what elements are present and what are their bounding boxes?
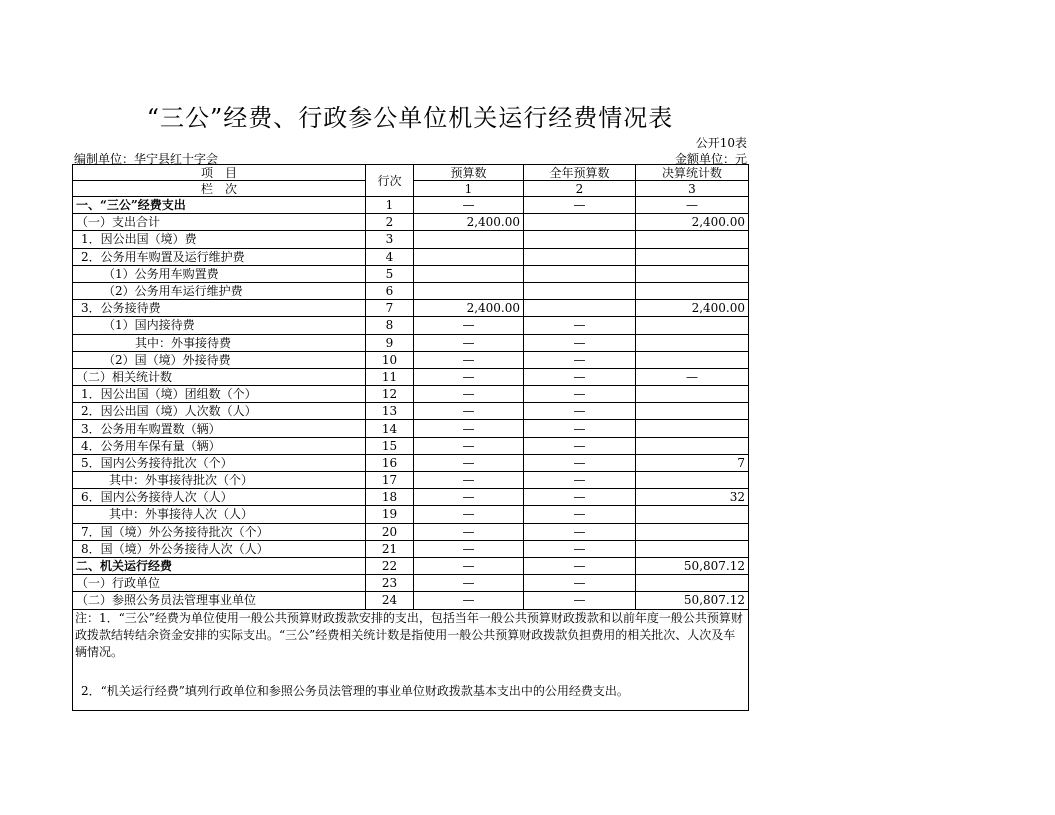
row-number: 8 (366, 317, 414, 334)
table-row (73, 523, 749, 540)
row-number: 12 (366, 386, 414, 403)
row-final (636, 523, 749, 540)
table-row (73, 540, 749, 557)
row-item: 2．公务用车购置及运行维护费 (73, 248, 366, 265)
row-item: 其中：外事接待人次（人） (73, 506, 366, 523)
row-budget: — (414, 437, 524, 454)
table-row (73, 248, 749, 265)
row-number: 16 (366, 454, 414, 471)
header-final: 决算统计数 (636, 165, 749, 181)
row-number: 24 (366, 592, 414, 609)
row-number: 7 (366, 300, 414, 317)
row-final (636, 231, 749, 248)
table-row (73, 214, 749, 231)
row-final (636, 437, 749, 454)
row-item: （一）行政单位 (73, 575, 366, 592)
row-full-year: — (524, 506, 636, 523)
row-full-year: — (524, 557, 636, 574)
row-item: 5．国内公务接待批次（个） (73, 454, 366, 471)
row-number: 1 (366, 197, 414, 214)
row-item: （一）支出合计 (73, 214, 366, 231)
table-row (73, 454, 749, 471)
row-budget (414, 231, 524, 248)
row-final (636, 248, 749, 265)
row-final (636, 317, 749, 334)
note-2: 2．“机关运行经费”填列行政单位和参照公务员法管理的事业单位财政拨款基本支出中的公用经费支出。 (81, 683, 629, 698)
row-full-year (524, 265, 636, 282)
row-final (636, 575, 749, 592)
row-number: 10 (366, 351, 414, 368)
row-number: 4 (366, 248, 414, 265)
row-budget: — (414, 592, 524, 609)
row-full-year: — (524, 540, 636, 557)
row-full-year: — (524, 472, 636, 489)
header-n1: 1 (414, 181, 524, 197)
row-item: （二）参照公务员法管理事业单位 (73, 592, 366, 609)
header-column: 栏 次 (73, 181, 366, 197)
row-item: 2．因公出国（境）人次数（人） (73, 403, 366, 420)
table-row (73, 300, 749, 317)
row-item: （1）公务用车购置费 (73, 265, 366, 282)
row-budget: — (414, 557, 524, 574)
row-number: 15 (366, 437, 414, 454)
row-number: 19 (366, 506, 414, 523)
row-full-year: — (524, 351, 636, 368)
row-number: 20 (366, 523, 414, 540)
row-budget: — (414, 472, 524, 489)
row-budget: 2,400.00 (414, 214, 524, 231)
row-budget: — (414, 454, 524, 471)
row-budget: 2,400.00 (414, 300, 524, 317)
row-budget: — (414, 540, 524, 557)
amount-unit: 金额单位：元 (674, 152, 747, 166)
row-item: 一、“三公”经费支出 (73, 197, 366, 214)
table-row (73, 282, 749, 299)
row-item: （2）国（境）外接待费 (73, 351, 366, 368)
row-final (636, 351, 749, 368)
header-row-no: 行次 (366, 165, 414, 197)
row-full-year (524, 300, 636, 317)
header-n3: 3 (636, 181, 749, 197)
form-number: 公开10表 (695, 136, 747, 150)
row-full-year: — (524, 523, 636, 540)
table-row (73, 231, 749, 248)
row-budget (414, 282, 524, 299)
table-row (73, 506, 749, 523)
row-budget (414, 248, 524, 265)
page-title: “三公”经费、行政参公单位机关运行经费情况表 (146, 104, 674, 132)
notes-row (73, 609, 749, 710)
row-full-year: — (524, 403, 636, 420)
table-row (73, 386, 749, 403)
row-full-year: — (524, 454, 636, 471)
row-budget: — (414, 523, 524, 540)
row-item: 7．国（境）外公务接待批次（个） (73, 523, 366, 540)
row-budget: — (414, 334, 524, 351)
row-full-year (524, 214, 636, 231)
row-item: （1）国内接待费 (73, 317, 366, 334)
row-final (636, 386, 749, 403)
row-number: 5 (366, 265, 414, 282)
row-final: — (636, 368, 749, 385)
row-number: 23 (366, 575, 414, 592)
row-final: 50,807.12 (636, 592, 749, 609)
row-final (636, 420, 749, 437)
row-budget: — (414, 575, 524, 592)
row-number: 21 (366, 540, 414, 557)
row-number: 6 (366, 282, 414, 299)
row-final (636, 265, 749, 282)
row-budget: — (414, 197, 524, 214)
row-number: 14 (366, 420, 414, 437)
row-item: （2）公务用车运行维护费 (73, 282, 366, 299)
table-row (73, 265, 749, 282)
header-full-year: 全年预算数 (524, 165, 636, 181)
row-full-year: — (524, 368, 636, 385)
row-full-year: — (524, 334, 636, 351)
row-full-year: — (524, 197, 636, 214)
row-full-year: — (524, 317, 636, 334)
row-full-year: — (524, 386, 636, 403)
row-budget: — (414, 420, 524, 437)
row-number: 13 (366, 403, 414, 420)
row-final (636, 540, 749, 557)
header-n2: 2 (524, 181, 636, 197)
row-final: 50,807.12 (636, 557, 749, 574)
row-number: 2 (366, 214, 414, 231)
row-full-year: — (524, 489, 636, 506)
row-number: 18 (366, 489, 414, 506)
table-row (73, 368, 749, 385)
row-budget: — (414, 489, 524, 506)
row-budget: — (414, 386, 524, 403)
row-budget: — (414, 368, 524, 385)
row-full-year: — (524, 420, 636, 437)
table-row (73, 437, 749, 454)
row-final (636, 506, 749, 523)
table-row (73, 334, 749, 351)
row-budget: — (414, 506, 524, 523)
row-budget: — (414, 351, 524, 368)
row-item: （二）相关统计数 (73, 368, 366, 385)
row-item: 其中：外事接待费 (73, 334, 366, 351)
row-item: 6．国内公务接待人次（人） (73, 489, 366, 506)
header-row (73, 165, 749, 181)
row-final: 2,400.00 (636, 300, 749, 317)
row-item: 其中：外事接待批次（个） (73, 472, 366, 489)
table-row (73, 557, 749, 574)
row-full-year: — (524, 592, 636, 609)
table-row (73, 592, 749, 609)
row-full-year (524, 282, 636, 299)
table-row (73, 472, 749, 489)
table-row (73, 489, 749, 506)
row-final (636, 334, 749, 351)
row-item: 3．公务接待费 (73, 300, 366, 317)
row-full-year (524, 248, 636, 265)
table-row (73, 403, 749, 420)
row-final (636, 282, 749, 299)
row-budget: — (414, 317, 524, 334)
row-final (636, 403, 749, 420)
row-item: 4．公务用车保有量（辆） (73, 437, 366, 454)
row-final: — (636, 197, 749, 214)
row-full-year: — (524, 575, 636, 592)
row-full-year: — (524, 437, 636, 454)
row-final: 2,400.00 (636, 214, 749, 231)
table-row (73, 317, 749, 334)
row-item: 二、机关运行经费 (73, 557, 366, 574)
compiler-unit: 编制单位：华宁县红十字会 (74, 152, 219, 166)
table-row (73, 197, 749, 214)
row-number: 11 (366, 368, 414, 385)
header-item: 项 目 (73, 165, 366, 181)
row-final: 32 (636, 489, 749, 506)
row-number: 9 (366, 334, 414, 351)
row-number: 22 (366, 557, 414, 574)
row-item: 1．因公出国（境）费 (73, 231, 366, 248)
notes-cell (73, 609, 749, 710)
row-item: 8．国（境）外公务接待人次（人） (73, 540, 366, 557)
header-budget: 预算数 (414, 165, 524, 181)
row-budget: — (414, 403, 524, 420)
row-number: 17 (366, 472, 414, 489)
row-final (636, 472, 749, 489)
table-row (73, 420, 749, 437)
row-item: 1．因公出国（境）团组数（个） (73, 386, 366, 403)
row-final: 7 (636, 454, 749, 471)
row-item: 3．公务用车购置数（辆） (73, 420, 366, 437)
row-number: 3 (366, 231, 414, 248)
expense-table (72, 164, 749, 711)
table-row (73, 351, 749, 368)
table-row (73, 575, 749, 592)
note-1: 注：1．“三公”经费为单位使用一般公共预算财政拨款安排的支出，包括当年一般公共预算财政拨款和以前年度一般公共预算财政拨款结转结余资金安排的实际支出。“三公”经费相关统计数是指使用一般公共预算财政拨款负担费用的相关批次、人次及车辆情况。 (75, 610, 743, 659)
row-full-year (524, 231, 636, 248)
row-budget (414, 265, 524, 282)
